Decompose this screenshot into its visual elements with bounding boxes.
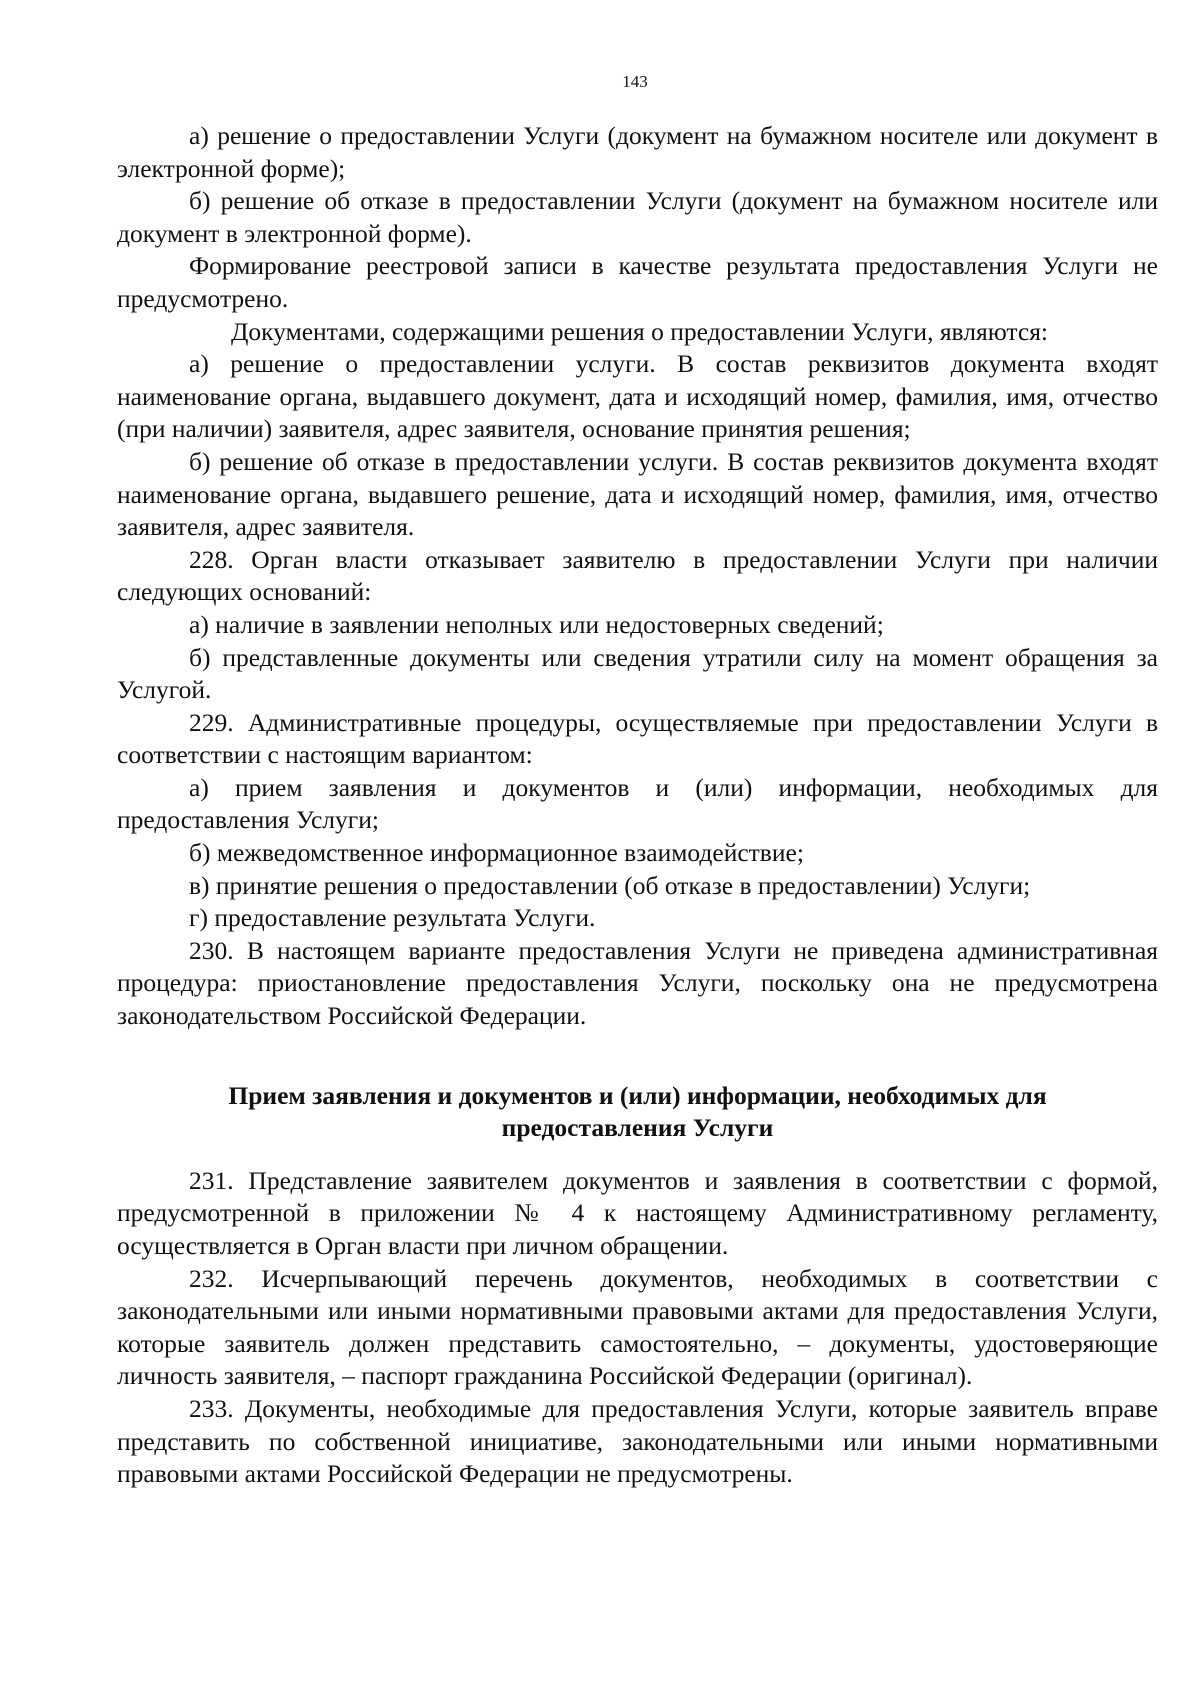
paragraph: Документами, содержащими решения о предоставлении Услуги, являются: [231, 316, 1049, 346]
paragraph: 232. Исчерпывающий перечень документов, необходимых в соответствии с законодательными или иными нормативными правовыми актами для предоставления Услуги, которые заявитель должен представить самостоятельно, – документы, удостоверяющие личность заявителя, – паспорт гражданина Российской Федерации (оригинал). [117, 1263, 1158, 1391]
document-body [117, 120, 1158, 1491]
paragraph: а) решение о предоставлении услуги. В состав реквизитов документа входят наименование органа, выдавшего документ, дата и исходящий номер, фамилия, имя, отчество (при наличии) заявителя, адрес заявителя, основание принятия решения; [117, 349, 1158, 444]
paragraph: 230. В настоящем варианте предоставления Услуги не приведена административная процедура: приостановление предоставления Услуги, поскольку она не предусмотрена законодательством Российской Федерации. [117, 935, 1158, 1031]
paragraph: г) предоставление результата Услуги. [189, 903, 596, 933]
paragraph: 228. Орган власти отказывает заявителю в предоставлении Услуги при наличии следующих оснований: [117, 544, 1158, 607]
paragraph: в) принятие решения о предоставлении (об отказе в предоставлении) Услуги; [189, 870, 1031, 900]
paragraph: 231. Представление заявителем документов и заявления в соответствии с формой, предусмотренной в приложении № 4 к настоящему Административному регламенту, осуществляется в Орган власти при личном обращении. [117, 1165, 1158, 1260]
paragraph: а) наличие в заявлении неполных или недостоверных сведений; [189, 609, 884, 639]
page-number: 143 [622, 72, 648, 91]
paragraph: 233. Документы, необходимые для предоставления Услуги, которые заявитель вправе представить по собственной инициативе, законодательными или иными нормативными правовыми актами Российской Федерации не предусмотрены. [117, 1393, 1158, 1489]
paragraph: б) решение об отказе в предоставлении Услуги (документ на бумажном носителе или документ в электронной форме). [117, 186, 1158, 248]
paragraph: б) межведомственное информационное взаимодействие; [189, 838, 804, 868]
paragraph: а) прием заявления и документов и (или) информации, необходимых для предоставления Услуги; [117, 772, 1158, 835]
paragraph: 229. Административные процедуры, осуществляемые при предоставлении Услуги в соответствии с настоящим вариантом: [117, 707, 1158, 770]
section-heading: Прием заявления и документов и (или) информации, необходимых для предоставления Услуги [228, 1080, 1047, 1143]
paragraph: б) представленные документы или сведения утратили силу на момент обращения за Услугой. [117, 642, 1158, 705]
paragraph: а) решение о предоставлении Услуги (документ на бумажном носителе или документ в электронной форме); [117, 121, 1158, 183]
paragraph: б) решение об отказе в предоставлении услуги. В состав реквизитов документа входят наименование органа, выдавшего решение, дата и исходящий номер, фамилия, имя, отчество заявителя, адрес заявителя. [117, 446, 1158, 542]
paragraph: Формирование реестровой записи в качестве результата предоставления Услуги не предусмотрено. [117, 251, 1158, 313]
